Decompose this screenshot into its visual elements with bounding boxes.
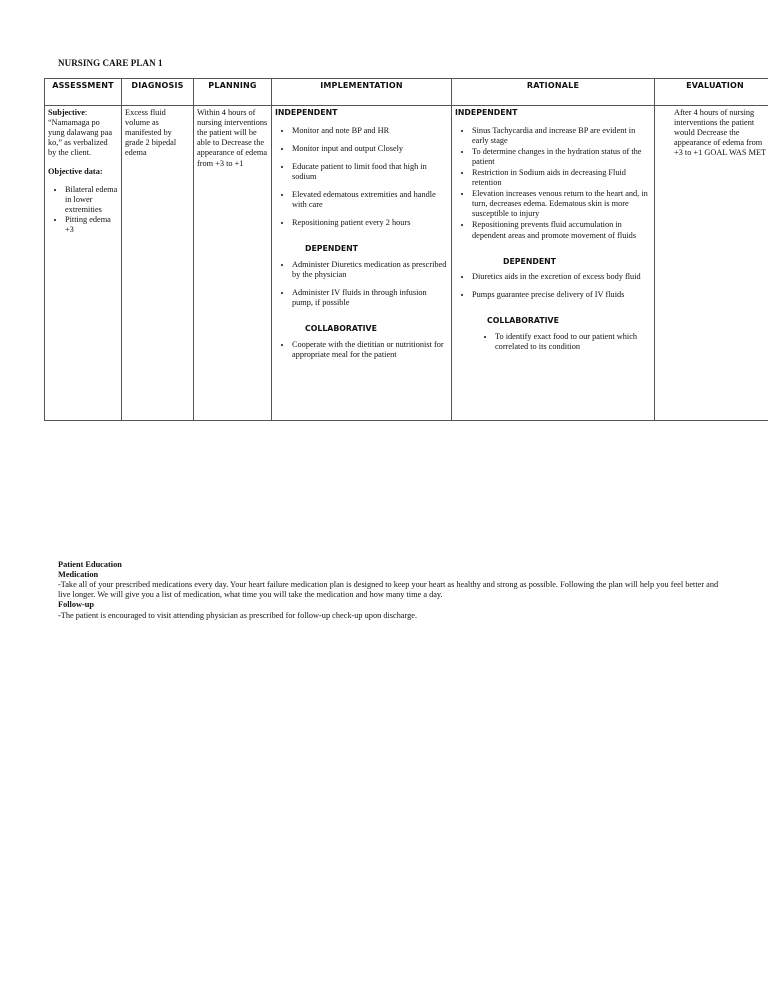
- list-item: • Diuretics aids in the excretion of excess body fluid: [472, 272, 651, 282]
- rationale-dependent-label: DEPENDENT: [503, 256, 557, 266]
- rationale-independent-list: [455, 126, 651, 241]
- list-item: • Restriction in Sodium aids in decreasing Fluid retention: [472, 168, 651, 188]
- implementation-dependent-list: [275, 260, 448, 308]
- rationale-dependent-list: [455, 272, 651, 300]
- list-item: • Monitor input and output Closely: [292, 144, 448, 154]
- implementation-dependent-label: DEPENDENT: [305, 244, 359, 254]
- list-item: • Elevated edematous extremities and handle with care: [292, 190, 448, 210]
- list-item: • To identify exact food to our patient which correlated to its condition: [495, 332, 651, 352]
- evaluation-cell: [655, 106, 768, 421]
- header-assessment: ASSESSMENT: [45, 79, 122, 106]
- objective-label: Objective data:: [48, 166, 103, 176]
- list-item: • Repositioning patient every 2 hours: [292, 218, 448, 228]
- care-plan-table: [44, 78, 768, 421]
- patient-education-section: [58, 560, 728, 621]
- followup-text: -The patient is encouraged to visit attending physician as prescribed for follow-up check-up upon discharge.: [58, 610, 418, 620]
- objective-list: [48, 185, 118, 236]
- table-header-row: [45, 79, 768, 106]
- implementation-cell: [272, 106, 452, 421]
- medication-text: -Take all of your prescribed medications every day. Your heart failure medication plan is designed to keep your heart as healthy and strong as possible. Following the plan will help you feel better and live longer. We will give you a list of medication, what time you will take the medication and how many time a day.: [58, 580, 719, 600]
- header-planning: PLANNING: [194, 79, 272, 106]
- rationale-collaborative-label: COLLABORATIVE: [487, 316, 559, 326]
- diagnosis-cell: [122, 106, 194, 421]
- list-item: • Pitting edema +3: [65, 215, 118, 235]
- subjective-label: Subjective: [48, 108, 85, 117]
- header-rationale: RATIONALE: [452, 79, 655, 106]
- implementation-independent-list: [275, 126, 448, 229]
- list-item: • Bilateral edema in lower extremities: [65, 185, 118, 215]
- rationale-collaborative-list: [455, 332, 651, 352]
- list-item: • Cooperate with the dietitian or nutritionist for appropriate meal for the patient: [292, 340, 448, 360]
- rationale-independent-label: INDEPENDENT: [455, 108, 518, 117]
- planning-text: Within 4 hours of nursing interventions the patient will be able to Decrease the appearance of edema from +3 to +1: [197, 108, 268, 168]
- page-title: NURSING CARE PLAN 1: [58, 58, 163, 68]
- list-item: • Elevation increases venous return to the heart and, in turn, decreases edema. Edematous skin is more susceptible to injury: [472, 189, 651, 219]
- list-item: • Monitor and note BP and HR: [292, 126, 448, 136]
- list-item: • Repositioning prevents fluid accumulation in dependent areas and promote movement of fluids: [472, 220, 651, 240]
- planning-cell: [194, 106, 272, 421]
- medication-heading: Medication: [58, 570, 99, 580]
- subjective-text: : “Namamaga po yung dalawang paa ko,” as verbalized by the client.: [48, 108, 113, 158]
- implementation-collaborative-label: COLLABORATIVE: [305, 324, 377, 334]
- header-implementation: IMPLEMENTATION: [272, 79, 452, 106]
- list-item: • Educate patient to limit food that high in sodium: [292, 162, 448, 182]
- list-item: • Sinus Tachycardia and increase BP are evident in early stage: [472, 126, 651, 146]
- header-diagnosis: DIAGNOSIS: [122, 79, 194, 106]
- rationale-cell: [452, 106, 655, 421]
- header-evaluation: EVALUATION: [655, 79, 768, 106]
- diagnosis-text: Excess fluid volume as manifested by grade 2 bipedal edema: [125, 108, 177, 158]
- list-item: • Administer IV fluids in through infusion pump, if possible: [292, 288, 448, 308]
- list-item: • To determine changes in the hydration status of the patient: [472, 147, 651, 167]
- list-item: • Pumps guarantee precise delivery of IV fluids: [472, 290, 651, 300]
- table-row: [45, 106, 768, 421]
- implementation-independent-label: INDEPENDENT: [275, 108, 338, 117]
- evaluation-text: After 4 hours of nursing interventions the patient would Decrease the appearance of edema from +3 to +1 GOAL WAS MET: [674, 108, 767, 158]
- list-item: • Administer Diuretics medication as prescribed by the physician: [292, 260, 448, 280]
- implementation-collaborative-list: [275, 340, 448, 360]
- followup-heading: Follow-up: [58, 600, 94, 610]
- patient-education-heading: Patient Education: [58, 560, 122, 569]
- assessment-cell: [45, 106, 122, 421]
